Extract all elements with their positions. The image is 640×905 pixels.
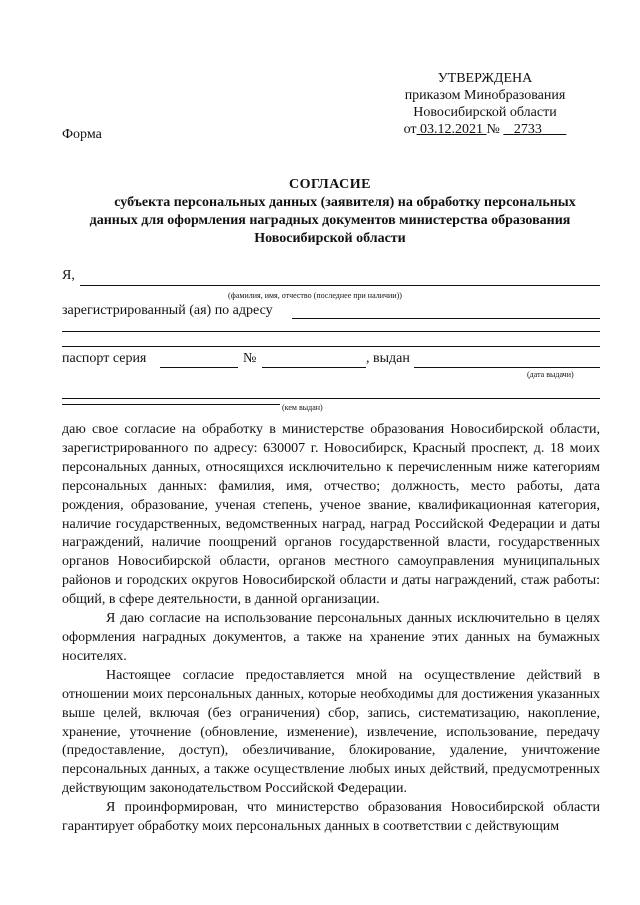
address-line-3[interactable] — [62, 346, 600, 347]
issue-date-line[interactable] — [414, 367, 600, 368]
fio-hint: (фамилия, имя, отчество (последнее при наличии)) — [228, 291, 402, 300]
passport-series-label: паспорт серия — [62, 351, 147, 366]
approval-number-prefix: № — [486, 122, 500, 137]
approval-region-line: Новосибирской области — [413, 105, 557, 120]
address-line-2[interactable] — [62, 331, 600, 332]
consent-paragraph-1: даю свое согласие на обработку в министерстве образования Новосибирской области, зарегистрированного по адресу: 630007 г. Новосибирск, Красный проспект, д. 18 моих персональных данных, относящихся исключительно к перечисленным ниже категориям персональных данных: фамилия, имя, отчество; должность, место работы, дата рождения, образование, ученая степень, ученое звание, квалификационная категория, наличие государственных, ведомственных наград, наград Российской Федерации и даты награждений, наличие поощрений органов государственной власти, государственных органов Новосибирской области, органов местного самоуправления муниципальных районов и городских округов Новосибирской области и даты награждений, стаж работы: общий, в сфере деятельности, в данной организации. — [62, 422, 600, 608]
consent-paragraph-2: Я даю согласие на использование персональных данных исключительно в целях оформления наградных документов, а также на хранение этих данных на бумажных носителях. — [62, 611, 600, 664]
consent-body — [62, 421, 600, 837]
document-subtitle-1: субъекта персональных данных (заявителя) на обработку персональных — [114, 195, 576, 210]
issuer-line-1[interactable] — [62, 398, 600, 399]
issued-label: , выдан — [366, 351, 410, 366]
document-subtitle-3: Новосибирской области — [254, 231, 406, 246]
passport-number-label: № — [243, 351, 257, 366]
form-label: Форма — [62, 127, 102, 142]
passport-series-line[interactable] — [160, 367, 238, 368]
approval-number: 2733 — [513, 122, 542, 137]
date-hint: (дата выдачи) — [527, 370, 574, 379]
consent-paragraph-3: Настоящее согласие предоставляется мной на осуществление действий в отношении моих персональных данных, которые необходимы для достижения указанных выше целей, включая (без ограничения) сбор, запись, систематизацию, накопление, хранение, уточнение (обновление, изменение), извлечение, использование, передачу (предоставление, доступ), обезличивание, блокирование, удаление, уничтожение персональных данных, а также осуществление любых иных действий, предусмотренных действующим законодательством Российской Федерации. — [62, 667, 600, 797]
approval-title: УТВЕРЖДЕНА — [437, 71, 533, 86]
consent-paragraph-4: Я проинформирован, что министерство образования Новосибирской области гарантирует обработку моих персональных данных в соответствии с действующим — [62, 800, 600, 835]
address-line-1[interactable] — [292, 318, 600, 319]
address-label: зарегистрированный (ая) по адресу — [62, 303, 273, 318]
i-label: Я, — [62, 268, 75, 283]
document-heading — [60, 176, 600, 248]
issuer-line-2[interactable] — [62, 404, 280, 405]
fio-line[interactable] — [80, 285, 600, 286]
document-subtitle-2: данных для оформления наградных документов министерства образования — [89, 213, 571, 228]
approval-date-prefix: от — [403, 122, 417, 137]
approval-date-line — [370, 121, 600, 138]
issuer-hint: (кем выдан) — [282, 403, 323, 412]
document-title: СОГЛАСИЕ — [289, 177, 371, 192]
approval-date: 03.12.2021 — [420, 122, 484, 137]
approval-order-line: приказом Минобразования — [404, 88, 566, 103]
approval-block — [370, 70, 600, 138]
passport-number-line[interactable] — [262, 367, 366, 368]
